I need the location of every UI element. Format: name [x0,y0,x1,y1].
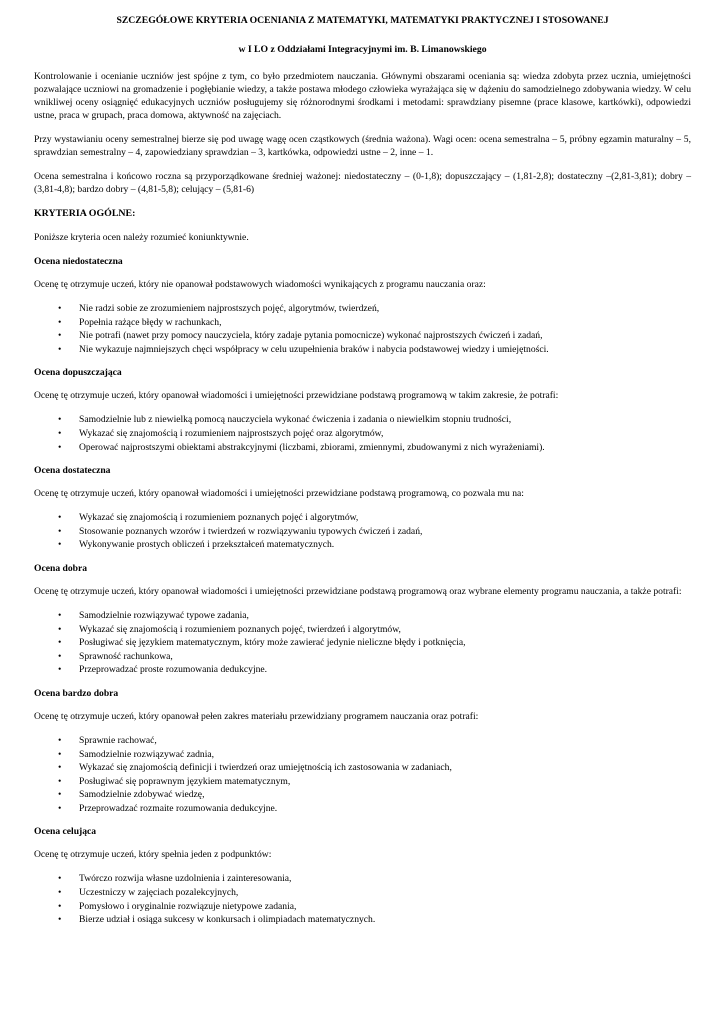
grade-lead: Ocenę tę otrzymuje uczeń, który opanował wiadomości i umiejętności przewidziane podstawą programową w takim zakresie, że potrafi: [34,390,559,402]
list-item: • Posługiwać się językiem matematycznym, który może zawierać jedynie nieliczne błędy i potknięcia, [79,636,691,650]
list-item: • Sprawność rachunkowa, [79,650,691,664]
grade-heading: Ocena dopuszczająca [34,367,122,379]
list-item: • Przeprowadzać proste rozumowania dedukcyjne. [79,663,691,677]
grade-criteria-list [34,511,691,552]
document-subtitle: w I LO z Oddziałami Integracyjnymi im. B. Limanowskiego [238,44,487,55]
list-item: • Pomysłowo i oryginalnie rozwiązuje nietypowe zadania, [79,900,691,914]
grade-lead: Ocenę tę otrzymuje uczeń, który spełnia jeden z podpunktów: [34,849,272,861]
list-item: • Nie potrafi (nawet przy pomocy nauczyciela, który zadaje pytania pomocnicze) wykonać najprostszych ćwiczeń i zadań, [79,329,691,343]
list-item: • Samodzielnie zdobywać wiedzę, [79,788,691,802]
list-item: • Twórczo rozwija własne uzdolnienia i zainteresowania, [79,872,691,886]
list-item: • Wykonywanie prostych obliczeń i przekształceń matematycznych. [79,538,691,552]
list-item: • Bierze udział i osiąga sukcesy w konkursach i olimpiadach matematycznych. [79,913,691,927]
grade-lead: Ocenę tę otrzymuje uczeń, który nie opanował podstawowych wiadomości wynikających z programu nauczania oraz: [34,279,486,290]
grade-heading: Ocena bardzo dobra [34,687,119,699]
grade-criteria-list [34,609,691,677]
intro-paragraph: Kontrolowanie i ocenianie uczniów jest spójne z tym, co było przedmiotem nauczania. Głównymi obszarami oceniania są: wiedza zdobyta przez ucznia, umiejętności pozwalające uczniowi na gromadzenie i pogłębianie wiedzy, a także postawa młodego człowieka wyrażająca się w dążeniu do samodzielnego zdobywania wiedzy. W celu wnikliwej oceny osiągnięć edukacyjnych uczniów posługujemy się różnorodnymi środkami i metodami: sprawdziany pisemne (prace klasowe, kartkówki), odpowiedzi ustne, praca w grupach, praca domowa, aktywność na zajęciach. [34,71,691,121]
intro-paragraph: Ocena semestralna i końcowo roczna są przyporządkowane średniej ważonej: niedostateczny – (0-1,8); dopuszczający – (1,81-2,8); dostateczny –(2,81-3,81); dobry – (3,81-4,8); bardzo dobry – (4,81-5,8); celujący – (5,81-6) [34,171,691,195]
grade-section [34,562,691,677]
grade-lead: Ocenę tę otrzymuje uczeń, który opanował wiadomości i umiejętności przewidziane podstawą programową oraz wybrane elementy programu nauczania, a także potrafi: [34,585,682,597]
general-criteria-note: Poniższe kryteria ocen należy rozumieć koniunktywnie. [34,232,249,243]
list-item: • Uczestniczy w zajęciach pozalekcyjnych, [79,886,691,900]
grade-criteria-list [34,302,691,356]
list-item: • Samodzielnie rozwiązywać zadnia, [79,748,691,762]
list-item: • Wykazać się znajomością i rozumieniem najprostszych pojęć oraz algorytmów, [79,427,691,441]
grade-section [34,687,691,816]
list-item: • Sprawnie rachować, [79,734,691,748]
document-title: SZCZEGÓŁOWE KRYTERIA OCENIANIA Z MATEMATYKI, MATEMATYKI PRAKTYCZNEJ I STOSOWANEJ [116,15,609,26]
list-item: • Nie radzi sobie ze zrozumieniem najprostszych pojęć, algorytmów, twierdzeń, [79,302,691,316]
list-item: • Stosowanie poznanych wzorów i twierdzeń w rozwiązywaniu typowych ćwiczeń i zadań, [79,525,691,539]
grade-section [34,255,691,356]
grade-lead: Ocenę tę otrzymuje uczeń, który opanował pełen zakres materiału przewidziany programem nauczania oraz potrafi: [34,710,479,722]
intro-paragraph: Przy wystawianiu oceny semestralnej bierze się pod uwagę wagę ocen cząstkowych (średnia ważona). Wagi ocen: ocena semestralna – 5, próbny egzamin maturalny – 5, sprawdzian semestralny – 4, zapowiedziany sprawdzian – 3, kartkówka, odpowiedzi ustne – 2, inne – 1. [34,134,691,158]
grade-heading: Ocena niedostateczna [34,256,123,267]
list-item: • Samodzielnie rozwiązywać typowe zadania, [79,609,691,623]
grade-lead: Ocenę tę otrzymuje uczeń, który opanował wiadomości i umiejętności przewidziane podstawą programową, co pozwala mu na: [34,488,524,500]
grade-heading: Ocena dostateczna [34,465,111,477]
general-criteria-heading: KRYTERIA OGÓLNE: [34,208,136,219]
list-item: • Posługiwać się poprawnym językiem matematycznym, [79,775,691,789]
list-item: • Wykazać się znajomością i rozumieniem poznanych pojęć, twierdzeń i algorytmów, [79,623,691,637]
grade-heading: Ocena dobra [34,562,88,574]
grade-section [34,464,691,552]
list-item: • Wykazać się znajomością definicji i twierdzeń oraz umiejętnością ich zastosowania w zadaniach, [79,761,691,775]
grade-section [34,366,691,454]
list-item: • Wykazać się znajomością i rozumieniem poznanych pojęć i algorytmów, [79,511,691,525]
grade-section [34,825,691,926]
grade-criteria-list [34,413,691,454]
list-item: • Przeprowadzać rozmaite rozumowania dedukcyjne. [79,802,691,816]
list-item: • Samodzielnie lub z niewielką pomocą nauczyciela wykonać ćwiczenia i zadania o niewielkim stopniu trudności, [79,413,691,427]
grade-heading: Ocena celująca [34,826,97,838]
list-item: • Nie wykazuje najmniejszych chęci współpracy w celu uzupełnienia braków i nabycia podstawowej wiedzy i umiejętności. [79,343,691,357]
grade-criteria-list [34,872,691,926]
list-item: • Popełnia rażące błędy w rachunkach, [79,316,691,330]
grade-criteria-list [34,734,691,816]
list-item: • Operować najprostszymi obiektami abstrakcyjnymi (liczbami, zbiorami, zmiennymi, zbudowanymi z nich wyrażeniami). [79,441,691,455]
